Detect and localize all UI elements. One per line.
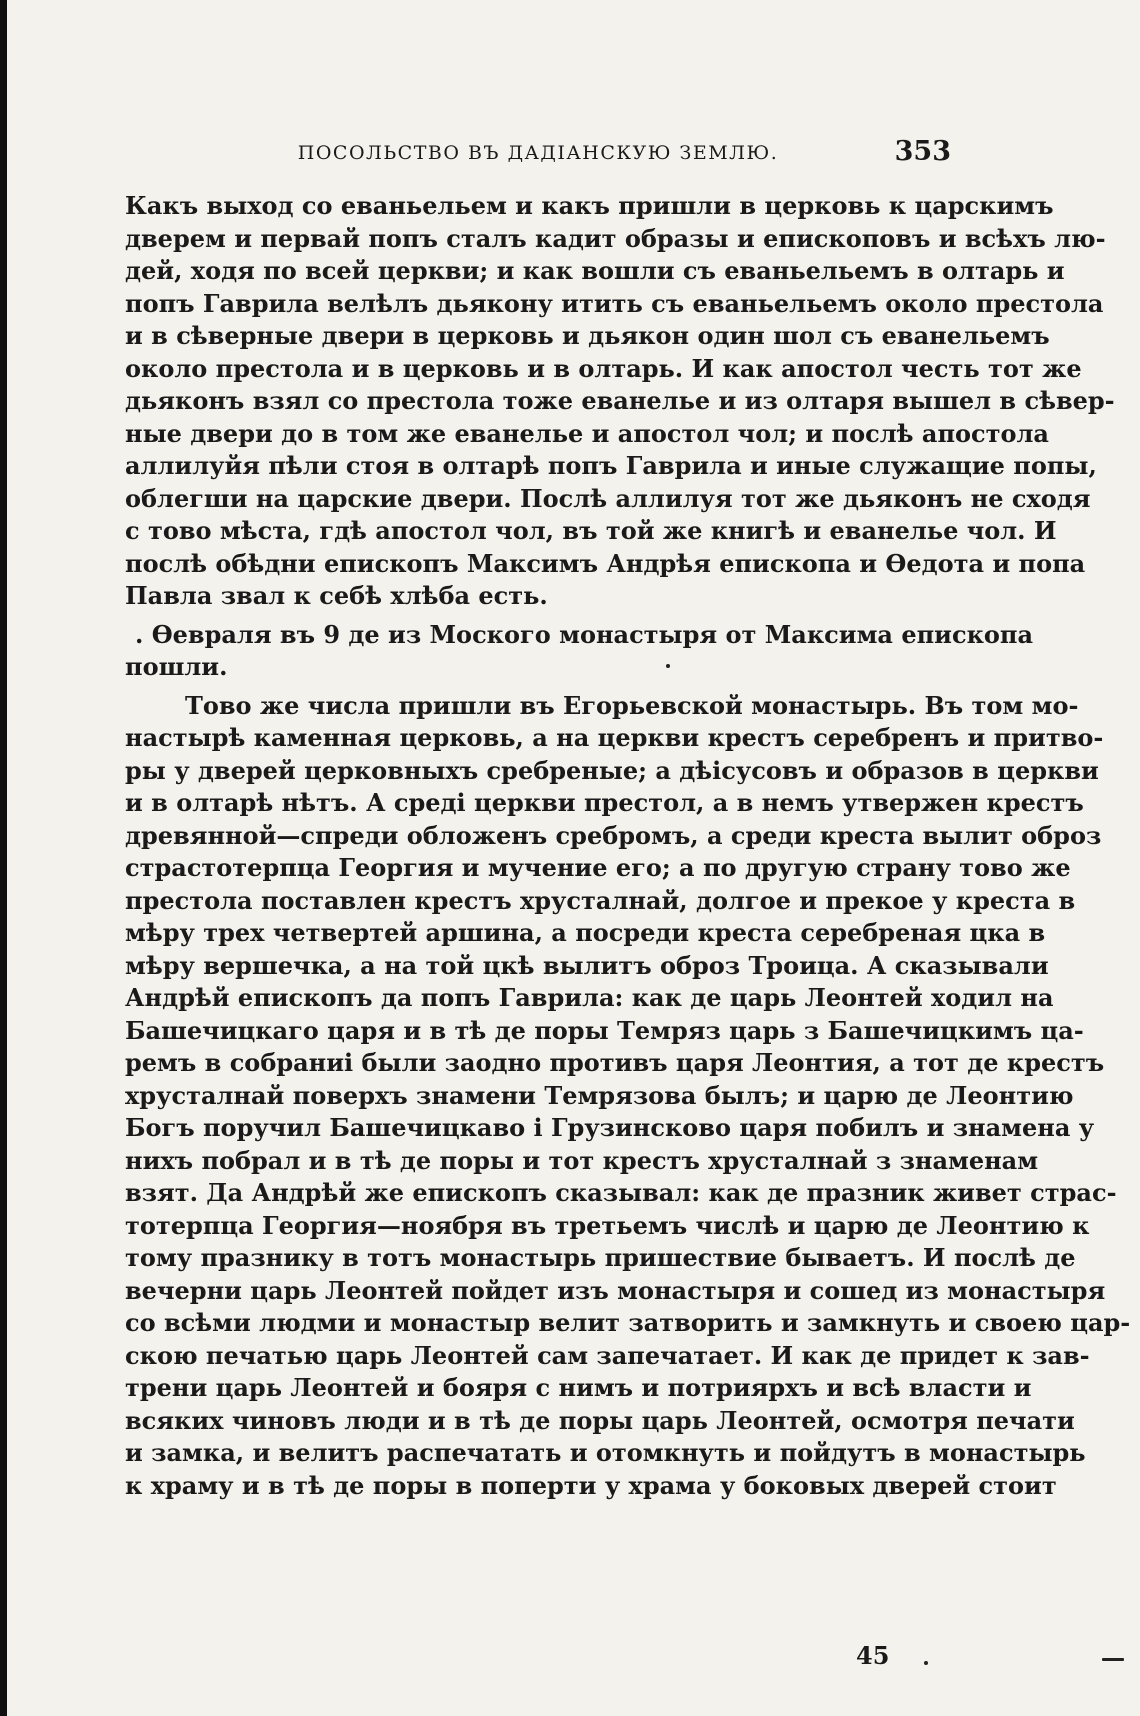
- text-line: к храму и в тѣ де поры в поперти у храма у боковых дверей стоит: [125, 1470, 1057, 1500]
- body-text: [125, 190, 1131, 1502]
- text-line: всяких чиновъ люди и в тѣ де поры царь Леонтей, осмотря печати: [125, 1405, 1075, 1435]
- text-line: Какъ выход со еваньельем и какъ пришли в церковь к царскимъ: [125, 191, 1054, 220]
- text-line: мѣру вершечка, а на той цкѣ вылитъ оброз Троица. А сказывали: [125, 950, 1049, 980]
- text-line: древянной—спреди обложенъ сребромъ, а среди креста вылит оброз: [125, 820, 1102, 850]
- text-line: престола поставлен крестъ хрусталнай, долгое и прекое у креста в: [125, 885, 1076, 915]
- text-line: вечерни царь Леонтей пойдет изъ монастыря и сошед из монастыря: [125, 1275, 1106, 1305]
- text-line: дьяконъ взял со престола тоже еванелье и из олтаря вышел в сѣвер-: [125, 386, 1115, 415]
- text-line: со всѣми людми и монастыр велит затворить и замкнуть и своею цар-: [125, 1308, 1131, 1337]
- text-line: Башечицкаго царя и в тѣ де поры Темряз царь з Башечицкимъ ца-: [125, 1015, 1084, 1045]
- paragraph-3: [125, 690, 1131, 1503]
- text-line: пошли.: [125, 652, 228, 681]
- text-line: дверем и первай попъ сталъ кадит образы и епископовъ и всѣхъ лю-: [125, 223, 1106, 253]
- text-line: настырѣ каменная церковь, а на церкви крестъ серебренъ и притво-: [125, 723, 1104, 752]
- print-speck: [924, 1661, 928, 1665]
- print-speck: [1102, 1658, 1124, 1661]
- text-line: . Ѳевраля въ 9 де из Моского монастыря от Максима епископа: [135, 619, 1034, 649]
- page-edge-shadow: [0, 0, 7, 1716]
- text-line: мѣру трех четвертей аршина, а посреди креста серебреная цка в: [125, 918, 1046, 947]
- text-line: и в олтарѣ нѣтъ. А среді церкви престол, а в немъ утвержен крестъ: [125, 788, 1084, 817]
- paragraph-1: [125, 190, 1115, 613]
- text-line: и в сѣверные двери в церковь и дьякон один шол съ еванельемъ: [125, 321, 1050, 350]
- text-line: страстотерпца Георгия и мучение его; а по другую страну тово же: [125, 853, 1071, 882]
- text-line: ные двери до в том же еванелье и апостол чол; и послѣ апостола: [125, 418, 1049, 448]
- signature-mark: 45: [856, 1641, 890, 1670]
- text-line: Андрѣй епископъ да попъ Гаврила: как де царь Леонтей ходил на: [125, 983, 1054, 1012]
- text-line: аллилуйя пѣли стоя в олтарѣ попъ Гаврила и иные служащие попы,: [125, 451, 1097, 480]
- print-speck: [666, 664, 670, 668]
- page-number: 353: [894, 136, 951, 167]
- text-line: ремъ в собраниі были заодно противъ царя Леонтия, а тот де крестъ: [125, 1048, 1105, 1077]
- text-line: дей, ходя по всей церкви; и как вошли съ еваньельемъ в олтарь и: [125, 256, 1065, 285]
- text-line: трени царь Леонтей и бояря с нимъ и потриярхъ и всѣ власти и: [125, 1373, 1032, 1402]
- text-line: попъ Гаврила велѣлъ дьякону итить съ еваньельемъ около престола: [125, 288, 1104, 318]
- text-line: и замка, и велитъ распечатать и отомкнуть и пойдутъ в монастырь: [125, 1438, 1086, 1467]
- text-line: Богъ поручил Башечицкаво і Грузинсково царя побилъ и знамена у: [125, 1113, 1095, 1142]
- text-line: с тово мѣста, гдѣ апостол чол, въ той же книгѣ и еванелье чол. И: [125, 516, 1057, 545]
- text-line: Павла звал к себѣ хлѣба есть.: [125, 581, 548, 610]
- text-line: послѣ обѣдни епископъ Максимъ Андрѣя епископа и Ѳедота и попа: [125, 548, 1086, 578]
- text-line: облегши на царские двери. Послѣ аллилуя тот же дьяконъ не сходя: [125, 483, 1091, 513]
- running-title: ПОСОЛЬСТВО ВЪ ДАДІАНСКУЮ ЗЕМЛЮ.: [297, 142, 779, 164]
- text-line: скою печатью царь Леонтей сам запечатает. И как де придет к зав-: [125, 1340, 1090, 1370]
- text-line: тому празнику в тотъ монастырь пришествие бываетъ. И послѣ де: [125, 1243, 1076, 1272]
- text-line: ры у дверей церковныхъ сребреные; а дѣісусовъ и образов в церкви: [125, 755, 1099, 785]
- text-line: около престола и в церковь и в олтарь. И как апостол честь тот же: [125, 353, 1082, 383]
- text-line: нихъ побрал и в тѣ де поры и тот крестъ хрусталнай з знаменам: [125, 1145, 1039, 1175]
- text-line: тотерпца Георгия—ноября въ третьемъ числѣ и царю де Леонтию к: [125, 1210, 1090, 1240]
- running-head: [125, 136, 951, 170]
- text-line: взят. Да Андрѣй же епископъ сказывал: как де празник живет страс-: [125, 1178, 1117, 1207]
- text-line: Тово же числа пришли въ Егорьевской монастырь. Въ том мо-: [185, 690, 1079, 720]
- text-line: хрусталнай поверхъ знамени Темрязова былъ; и царю де Леонтию: [125, 1080, 1074, 1110]
- paragraph-2: [125, 619, 1034, 684]
